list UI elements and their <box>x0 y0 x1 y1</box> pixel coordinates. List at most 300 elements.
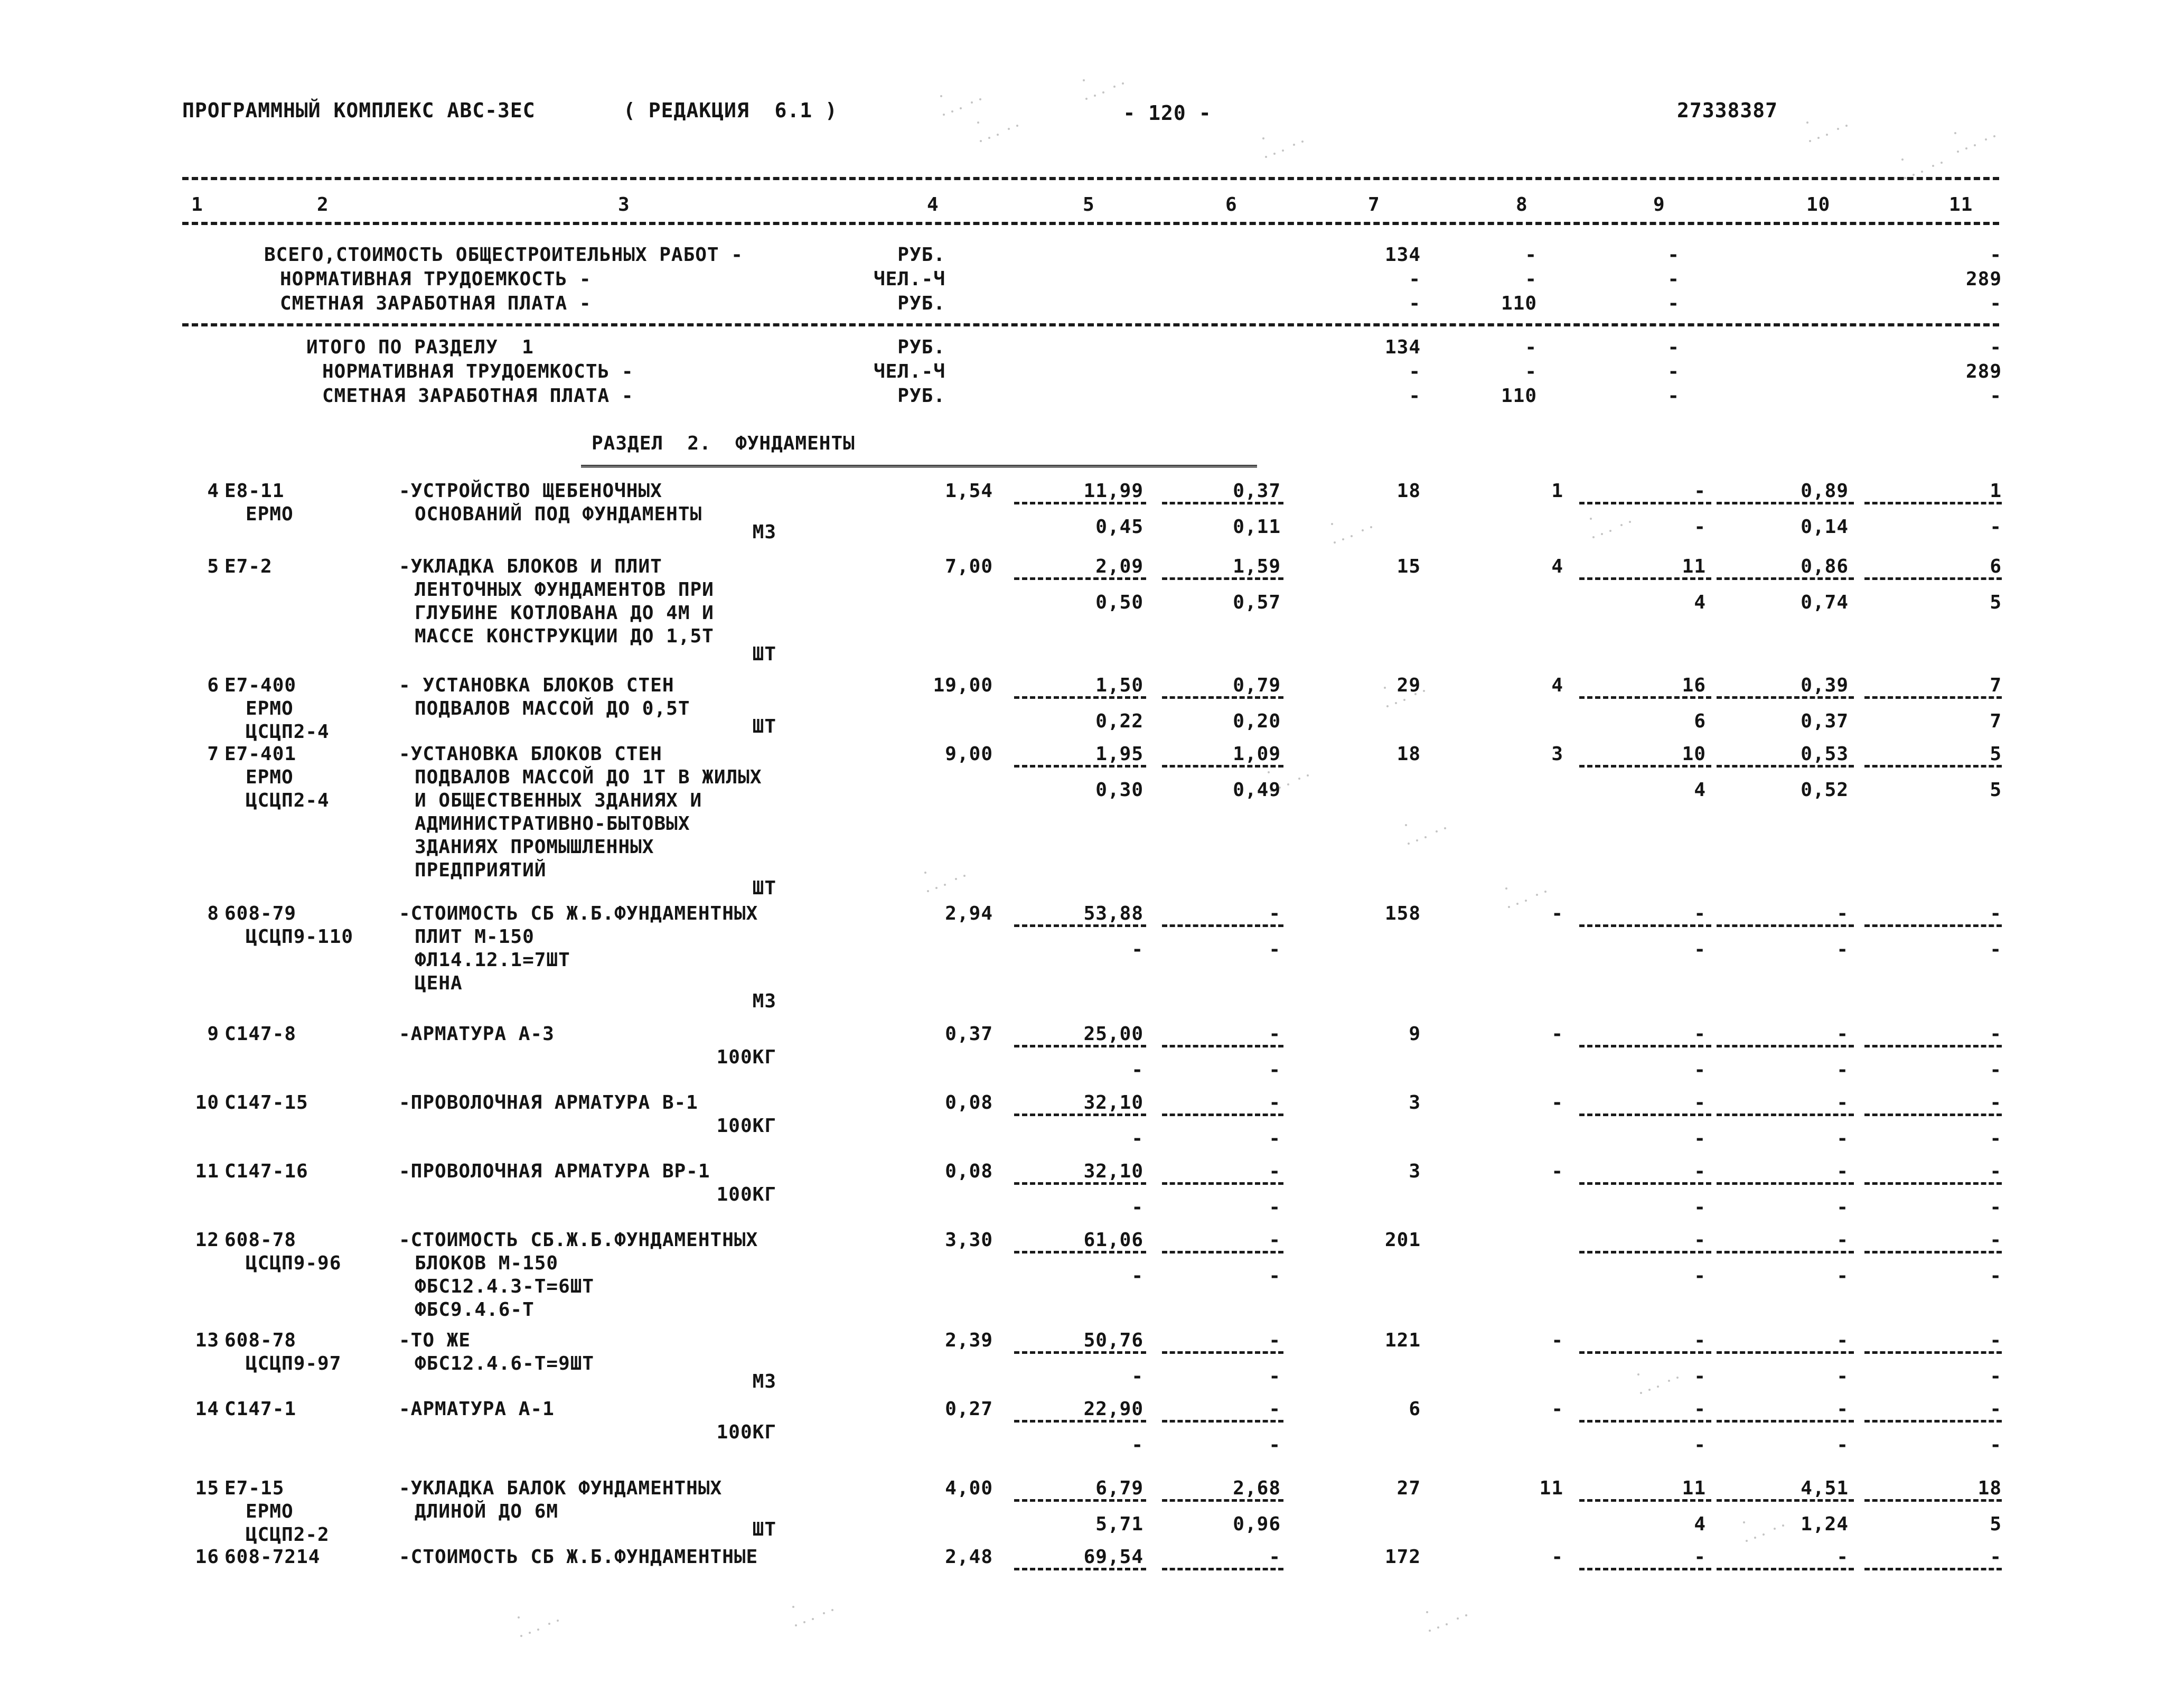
cell-underline <box>1717 1045 1854 1047</box>
row-unit-cost-wage: - <box>1131 1128 1143 1149</box>
row-machine-sub: - <box>1694 1059 1706 1081</box>
cell-underline <box>1717 1499 1854 1502</box>
cell-underline <box>1014 765 1146 768</box>
summary-col7: - <box>1409 268 1421 290</box>
row-subcode: ЕРМО <box>246 766 294 788</box>
row-labour: 4,51 <box>1801 1477 1849 1499</box>
scan-speck <box>997 134 999 136</box>
row-unit: М3 <box>752 1371 776 1392</box>
scan-speck <box>1362 529 1364 531</box>
row-quantity: 0,27 <box>945 1398 993 1420</box>
summary-line: НОРМАТИВНАЯ ТРУДОЕМКОСТЬ - <box>280 268 592 290</box>
row-unit: 100КГ <box>716 1046 776 1068</box>
row-wage-cost-sub: 0,20 <box>1233 710 1281 732</box>
cell-underline <box>1864 696 2002 699</box>
scan-speck <box>1592 536 1595 538</box>
row-description: -АРМАТУРА А-3 <box>399 1023 555 1045</box>
row-unit-cost-wage: - <box>1131 1059 1143 1081</box>
row-labour-sub: - <box>1836 1196 1849 1218</box>
cell-underline <box>1014 1351 1146 1354</box>
cell-underline <box>1864 1182 2002 1185</box>
row-unit-cost-wage: - <box>1131 1365 1143 1387</box>
cell-underline <box>1717 577 1854 580</box>
scan-speck <box>1429 1630 1431 1632</box>
column-header-5: 5 <box>1083 194 1095 216</box>
row-wage-total: 3 <box>1551 743 1563 765</box>
row-machine-sub: - <box>1694 1128 1706 1149</box>
summary-col9: - <box>1667 268 1680 290</box>
row-description: ФБС12.4.6-Т=9ШТ <box>415 1353 595 1374</box>
row-subcode: ЕРМО <box>246 503 294 525</box>
row-number: 16 <box>195 1546 219 1568</box>
scan-speck <box>823 1612 825 1614</box>
scan-speck <box>1746 1540 1748 1542</box>
scan-speck <box>1845 125 1848 127</box>
row-wage-total: - <box>1551 1161 1563 1182</box>
column-header-6: 6 <box>1225 194 1238 216</box>
row-total: 9 <box>1409 1023 1421 1045</box>
scan-speck <box>1395 702 1397 704</box>
scan-speck <box>1525 900 1527 902</box>
scan-speck <box>1408 843 1410 845</box>
row-wage-cost: - <box>1269 1092 1281 1114</box>
row-code: 608-7214 <box>224 1546 321 1568</box>
row-description: ПОДВАЛОВ МАССОЙ ДО 1Т В ЖИЛЫХ <box>415 766 762 788</box>
scan-speck <box>1913 174 1915 176</box>
row-labour-sub: - <box>1836 1434 1849 1456</box>
row-total: 201 <box>1384 1229 1421 1251</box>
scan-speck <box>935 887 938 889</box>
row-code: Е8-11 <box>224 480 285 502</box>
row-wage-cost-sub: 0,11 <box>1233 516 1281 538</box>
summary-unit: РУБ. <box>897 385 945 407</box>
scan-speck <box>1993 135 1995 137</box>
row-description: ГЛУБИНЕ КОТЛОВАНА ДО 4М И <box>415 602 714 624</box>
cell-underline <box>1579 1251 1711 1253</box>
row-wage-cost-sub: 0,96 <box>1233 1513 1281 1535</box>
cell-underline <box>1717 1251 1854 1253</box>
row-unit: ШТ <box>752 1519 776 1540</box>
row-total: 121 <box>1384 1330 1421 1351</box>
row-description: ПРЕДПРИЯТИЙ <box>415 859 547 881</box>
summary-col11: - <box>1990 336 2002 358</box>
summary-col11: - <box>1990 244 2002 266</box>
row-unit-cost-wage: 0,30 <box>1095 779 1143 801</box>
row-unit-cost: 69,54 <box>1083 1546 1143 1568</box>
row-unit-cost-wage: - <box>1131 939 1143 960</box>
row-description: -ПРОВОЛОЧНАЯ АРМАТУРА В-1 <box>399 1092 698 1114</box>
row-machine: - <box>1694 1229 1706 1251</box>
row-machine-sub: - <box>1694 1265 1706 1287</box>
row-wage-cost: 2,68 <box>1233 1477 1281 1499</box>
row-wage-cost-sub: - <box>1269 1434 1281 1456</box>
row-wage-cost-sub: 0,49 <box>1233 779 1281 801</box>
scan-speck <box>1837 128 1839 130</box>
summary-unit: ЧЕЛ.-Ч <box>873 268 945 290</box>
scan-speck <box>1957 151 1959 153</box>
row-unit-cost: 6,79 <box>1095 1477 1143 1499</box>
scan-speck <box>803 1621 805 1623</box>
row-labour-sub: 0,37 <box>1801 710 1849 732</box>
row-quantity: 19,00 <box>933 675 993 696</box>
row-labour: - <box>1836 903 1849 924</box>
cell-underline <box>1579 577 1711 580</box>
row-labour-total-sub: 5 <box>1990 1513 2002 1535</box>
cell-underline <box>1717 1182 1854 1185</box>
row-labour-total-sub: 5 <box>1990 779 2002 801</box>
scan-speck <box>955 878 957 880</box>
row-code: Е7-401 <box>224 743 297 765</box>
scan-speck <box>1965 147 1967 149</box>
row-description: -СТОИМОСТЬ СБ.Ж.Б.ФУНДАМЕНТНЫХ <box>399 1229 758 1251</box>
summary-line: ВСЕГО,СТОИМОСТЬ ОБЩЕСТРОИТЕЛЬНЫХ РАБОТ - <box>264 244 743 266</box>
scan-speck <box>1806 121 1808 124</box>
summary-col11: 289 <box>1965 361 2002 382</box>
scan-speck <box>1817 137 1820 139</box>
scan-speck <box>1436 830 1438 832</box>
row-wage-total: - <box>1551 1023 1563 1045</box>
row-description: ПОДВАЛОВ МАССОЙ ДО 0,5Т <box>415 698 690 719</box>
row-wage-total: - <box>1551 1092 1563 1114</box>
row-code: С147-16 <box>224 1161 308 1182</box>
row-description: ПЛИТ М-150 <box>415 926 535 948</box>
cell-underline <box>1579 1499 1711 1502</box>
row-unit-cost: 32,10 <box>1083 1161 1143 1182</box>
document-number: 27338387 <box>1677 99 1778 122</box>
divider <box>182 323 1999 326</box>
row-machine: - <box>1694 480 1706 502</box>
row-description: ФЛ14.12.1=7ШТ <box>415 949 570 971</box>
column-header-1: 1 <box>191 194 203 216</box>
column-header-9: 9 <box>1653 194 1665 216</box>
cell-underline <box>1717 1114 1854 1116</box>
row-labour-total-sub: 7 <box>1990 710 2002 732</box>
row-wage-cost-sub: - <box>1269 1059 1281 1081</box>
row-description: -УКЛАДКА БЛОКОВ И ПЛИТ <box>399 556 662 577</box>
summary-col8: - <box>1525 244 1537 266</box>
row-wage-cost-sub: - <box>1269 939 1281 960</box>
row-description: -УКЛАДКА БАЛОК ФУНДАМЕНТНЫХ <box>399 1477 723 1499</box>
row-wage-cost-sub: - <box>1269 1196 1281 1218</box>
row-wage-cost-sub: - <box>1269 1265 1281 1287</box>
row-wage-cost: 1,09 <box>1233 743 1281 765</box>
row-wage-cost: - <box>1269 1161 1281 1182</box>
row-subcode: ЦСЦП2-2 <box>246 1524 330 1546</box>
scan-speck <box>1334 541 1336 544</box>
scan-speck <box>520 1635 522 1637</box>
row-wage-cost: 1,59 <box>1233 556 1281 577</box>
row-labour-sub: - <box>1836 1265 1849 1287</box>
scan-speck <box>1405 824 1407 826</box>
cell-underline <box>1162 577 1283 580</box>
scan-speck <box>1648 1389 1651 1391</box>
row-labour-total-sub: 5 <box>1990 592 2002 613</box>
row-description: ЛЕНТОЧНЫХ ФУНДАМЕНТОВ ПРИ <box>415 579 714 601</box>
row-quantity: 0,08 <box>945 1092 993 1114</box>
column-header-2: 2 <box>317 194 329 216</box>
scan-speck <box>1446 1623 1448 1625</box>
scan-speck <box>1370 526 1372 528</box>
row-labour-total: - <box>1990 1546 2002 1568</box>
row-unit-cost: 1,95 <box>1095 743 1143 765</box>
row-labour-sub: - <box>1836 1128 1849 1149</box>
row-unit: 100КГ <box>716 1421 776 1443</box>
row-labour-total: - <box>1990 1161 2002 1182</box>
scan-speck <box>1423 690 1425 692</box>
divider <box>581 465 1257 467</box>
cell-underline <box>1864 924 2002 927</box>
row-description: - УСТАНОВКА БЛОКОВ СТЕН <box>399 675 674 696</box>
cell-underline <box>1014 1499 1146 1502</box>
scan-speck <box>1122 82 1124 85</box>
column-header-8: 8 <box>1516 194 1528 216</box>
cell-underline <box>1162 1251 1283 1253</box>
row-machine: - <box>1694 1330 1706 1351</box>
row-labour-sub: - <box>1836 939 1849 960</box>
row-labour-total: - <box>1990 1330 2002 1351</box>
column-header-3: 3 <box>618 194 630 216</box>
cell-underline <box>1014 577 1146 580</box>
summary-col8: - <box>1525 361 1537 382</box>
divider <box>182 222 1999 225</box>
scan-speck <box>1637 1373 1639 1376</box>
row-wage-cost: - <box>1269 1023 1281 1045</box>
row-machine: - <box>1694 1398 1706 1420</box>
scan-speck <box>1262 137 1264 139</box>
row-wage-cost: 0,37 <box>1233 480 1281 502</box>
row-labour-total: 1 <box>1990 480 2002 502</box>
cell-underline <box>1717 696 1854 699</box>
row-wage-total: 11 <box>1539 1477 1563 1499</box>
row-description: ФБС12.4.3-Т=6ШТ <box>415 1276 595 1297</box>
scan-speck <box>1629 521 1631 523</box>
summary-col9: - <box>1667 336 1680 358</box>
scan-speck <box>1901 158 1904 161</box>
row-total: 18 <box>1396 743 1421 765</box>
row-wage-cost-sub: - <box>1269 1365 1281 1387</box>
summary-col7: 134 <box>1384 336 1421 358</box>
row-unit-cost: 61,06 <box>1083 1229 1143 1251</box>
row-quantity: 4,00 <box>945 1477 993 1499</box>
scan-speck <box>1657 1386 1659 1388</box>
row-wage-total: - <box>1551 903 1563 924</box>
row-number: 10 <box>195 1092 219 1114</box>
row-quantity: 0,37 <box>945 1023 993 1045</box>
row-labour: 0,89 <box>1801 480 1849 502</box>
row-wage-cost: - <box>1269 1398 1281 1420</box>
row-labour-total-sub: - <box>1990 1059 2002 1081</box>
row-subcode: ЦСЦП9-97 <box>246 1353 342 1374</box>
scan-speck <box>1307 774 1309 776</box>
scan-speck <box>1609 530 1611 532</box>
cell-underline <box>1864 1045 2002 1047</box>
row-unit: М3 <box>752 521 776 543</box>
row-labour-total-sub: - <box>1990 1128 2002 1149</box>
summary-col9: - <box>1667 385 1680 407</box>
row-wage-total: 1 <box>1551 480 1563 502</box>
cell-underline <box>1864 765 2002 768</box>
row-quantity: 9,00 <box>945 743 993 765</box>
row-wage-cost: - <box>1269 1330 1281 1351</box>
row-machine: - <box>1694 1023 1706 1045</box>
scan-speck <box>940 95 942 97</box>
scan-speck <box>529 1632 531 1634</box>
row-machine: - <box>1694 1546 1706 1568</box>
scan-speck <box>1941 162 1943 164</box>
row-unit-cost: 53,88 <box>1083 903 1143 924</box>
summary-line: СМЕТНАЯ ЗАРАБОТНАЯ ПЛАТА - <box>322 385 634 407</box>
scan-speck <box>1342 538 1344 540</box>
scan-speck <box>1085 98 1088 100</box>
scan-speck <box>960 107 962 109</box>
scan-speck <box>1904 177 1906 179</box>
row-unit: 100КГ <box>716 1115 776 1137</box>
scan-speck <box>518 1616 520 1618</box>
cell-underline <box>1717 502 1854 504</box>
row-description: -УСТРОЙСТВО ЩЕБЕНОЧНЫХ <box>399 480 662 502</box>
scan-speck <box>1508 906 1510 908</box>
row-machine: 16 <box>1682 675 1706 696</box>
cell-underline <box>1014 924 1146 927</box>
cell-underline <box>1864 1251 2002 1253</box>
row-description: ФБС9.4.6-Т <box>415 1299 535 1321</box>
row-quantity: 0,08 <box>945 1161 993 1182</box>
row-description: ЗДАНИЯХ ПРОМЫШЛЕННЫХ <box>415 836 654 858</box>
row-description: ЦЕНА <box>415 972 463 994</box>
summary-line: СМЕТНАЯ ЗАРАБОТНАЯ ПЛАТА - <box>280 293 592 314</box>
cell-underline <box>1579 1351 1711 1354</box>
page-number: - 120 - <box>1123 101 1212 125</box>
scan-speck <box>1932 165 1934 167</box>
row-unit: ШТ <box>752 643 776 665</box>
row-quantity: 7,00 <box>945 556 993 577</box>
cell-underline <box>1014 1114 1146 1116</box>
column-header-4: 4 <box>927 194 939 216</box>
row-description: -АРМАТУРА А-1 <box>399 1398 555 1420</box>
row-labour: - <box>1836 1092 1849 1114</box>
row-machine-sub: 4 <box>1694 592 1706 613</box>
row-labour-sub: 0,14 <box>1801 516 1849 538</box>
row-code: Е7-2 <box>224 556 273 577</box>
scan-speck <box>1505 887 1507 890</box>
row-subcode: ЕРМО <box>246 1501 294 1522</box>
row-labour-total-sub: - <box>1990 1434 2002 1456</box>
scan-speck <box>971 101 973 104</box>
scan-speck <box>927 890 929 892</box>
row-labour-total-sub: - <box>1990 516 2002 538</box>
scan-speck <box>1426 1611 1428 1613</box>
row-labour-sub: 0,74 <box>1801 592 1849 613</box>
scan-speck <box>951 110 953 113</box>
cell-underline <box>1579 1568 1711 1570</box>
summary-unit: РУБ. <box>897 293 945 314</box>
row-total: 18 <box>1396 480 1421 502</box>
row-machine-sub: 4 <box>1694 1513 1706 1535</box>
scan-speck <box>1601 533 1603 535</box>
scan-speck <box>1774 1528 1776 1530</box>
row-machine: 11 <box>1682 556 1706 577</box>
row-description: И ОБЩЕСТВЕННЫХ ЗДАНИЯХ И <box>415 790 702 811</box>
row-unit-cost: 11,99 <box>1083 480 1143 502</box>
row-unit-cost-wage: 0,22 <box>1095 710 1143 732</box>
cell-underline <box>1864 1420 2002 1423</box>
row-unit: ШТ <box>752 877 776 899</box>
row-labour: - <box>1836 1229 1849 1251</box>
scan-speck <box>1268 771 1270 773</box>
cell-underline <box>1864 1114 2002 1116</box>
scan-speck <box>1754 1537 1756 1539</box>
row-number: 6 <box>207 675 219 696</box>
cell-underline <box>1579 1420 1711 1423</box>
row-unit-cost: 2,09 <box>1095 556 1143 577</box>
scan-speck <box>1544 891 1546 893</box>
row-machine-sub: 4 <box>1694 779 1706 801</box>
row-code: С147-8 <box>224 1023 297 1045</box>
summary-col8: 110 <box>1501 385 1537 407</box>
row-subcode: ЦСЦП2-4 <box>246 790 330 811</box>
row-total: 3 <box>1409 1161 1421 1182</box>
scan-speck <box>1516 903 1519 905</box>
summary-col8: 110 <box>1501 293 1537 314</box>
scan-speck <box>977 121 979 124</box>
row-total: 15 <box>1396 556 1421 577</box>
scan-speck <box>1954 132 1956 134</box>
edition-label: ( РЕДАКЦИЯ 6.1 ) <box>623 99 838 122</box>
scan-speck <box>1763 1533 1765 1536</box>
cell-underline <box>1717 1420 1854 1423</box>
row-code: Е7-15 <box>224 1477 285 1499</box>
scan-speck <box>1279 787 1281 789</box>
cell-underline <box>1579 924 1711 927</box>
scan-speck <box>1403 699 1405 701</box>
row-wage-cost: - <box>1269 1546 1281 1568</box>
scan-speck <box>1287 783 1289 785</box>
row-description: БЛОКОВ М-150 <box>415 1252 559 1274</box>
cell-underline <box>1864 577 2002 580</box>
row-number: 7 <box>207 743 219 765</box>
row-code: Е7-400 <box>224 675 297 696</box>
row-machine: - <box>1694 1161 1706 1182</box>
row-unit-cost-wage: - <box>1131 1265 1143 1287</box>
row-labour: - <box>1836 1161 1849 1182</box>
row-quantity: 2,48 <box>945 1546 993 1568</box>
row-labour-total-sub: - <box>1990 1265 2002 1287</box>
cell-underline <box>1162 765 1283 768</box>
scan-speck <box>1676 1377 1679 1379</box>
row-code: 608-78 <box>224 1229 297 1251</box>
row-machine: - <box>1694 1092 1706 1114</box>
scan-speck <box>557 1620 559 1622</box>
row-wage-total: - <box>1551 1546 1563 1568</box>
row-unit: ШТ <box>752 716 776 737</box>
scan-speck <box>963 875 966 877</box>
cell-underline <box>1864 1351 2002 1354</box>
summary-col11: 289 <box>1965 268 2002 290</box>
row-subcode: ЦСЦП9-110 <box>246 926 354 948</box>
scan-speck <box>1386 705 1389 707</box>
row-labour-sub: 1,24 <box>1801 1513 1849 1535</box>
row-subcode: ЕРМО <box>246 698 294 719</box>
row-wage-total: - <box>1551 1398 1563 1420</box>
row-unit-cost-wage: 0,45 <box>1095 516 1143 538</box>
cell-underline <box>1579 502 1711 504</box>
row-labour-total: 5 <box>1990 743 2002 765</box>
scan-speck <box>1008 128 1010 130</box>
cell-underline <box>1717 1351 1854 1354</box>
scan-speck <box>1826 134 1828 136</box>
scan-speck <box>1985 138 1987 141</box>
cell-underline <box>1162 1045 1283 1047</box>
